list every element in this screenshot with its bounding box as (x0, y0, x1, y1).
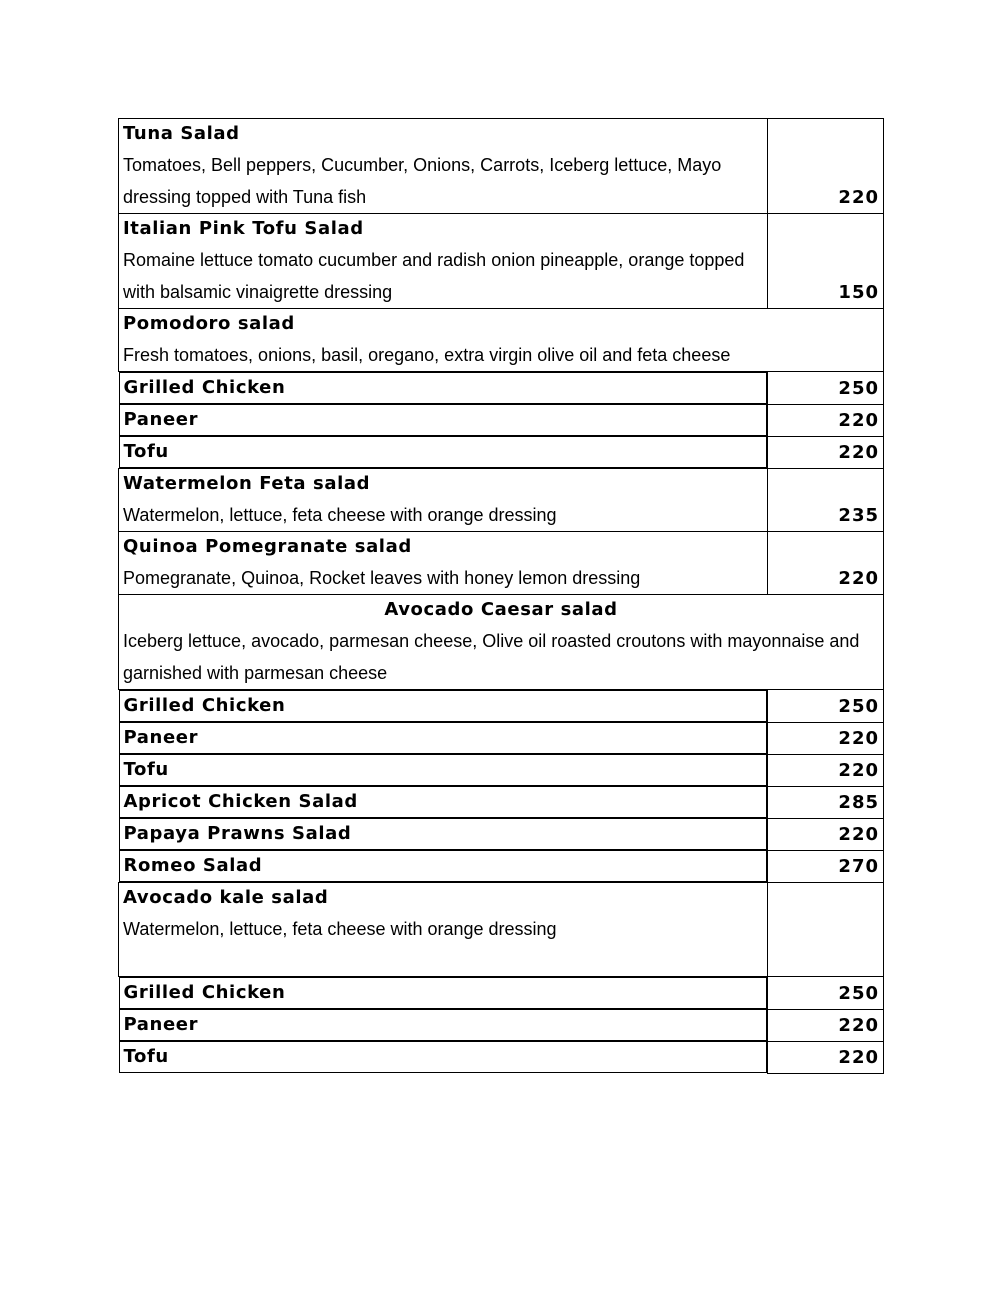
item-details (119, 595, 884, 690)
menu-table (118, 118, 884, 1074)
item-title: Italian Pink Tofu Salad (123, 218, 364, 239)
item-description: Iceberg lettuce, avocado, parmesan cheese, Olive oil roasted croutons with mayonnaise and garnished with parmesan cheese (123, 631, 860, 683)
item-description: Watermelon, lettuce, feta cheese with orange dressing (123, 919, 557, 939)
option-price: 250 (768, 977, 884, 1010)
menu-item-romeo-salad (119, 850, 884, 883)
option-row (119, 754, 884, 786)
item-price: 220 (768, 532, 884, 595)
option-price: 250 (768, 372, 884, 405)
menu-item-tuna-salad (119, 119, 884, 214)
item-description: Pomegranate, Quinoa, Rocket leaves with honey lemon dressing (123, 568, 641, 588)
option-name: Grilled Chicken (119, 977, 768, 1009)
option-name: Paneer (119, 404, 768, 436)
item-title: Quinoa Pomegranate salad (123, 536, 412, 557)
option-price: 220 (768, 722, 884, 754)
option-row (119, 1009, 884, 1041)
item-description: Tomatoes, Bell peppers, Cucumber, Onions, Carrots, Iceberg lettuce, Mayo dressing topped with Tuna fish (123, 155, 722, 207)
option-name: Grilled Chicken (119, 690, 768, 722)
item-details (119, 309, 884, 372)
option-price: 220 (768, 404, 884, 436)
menu-item-quinoa-pomegranate-salad (119, 532, 884, 595)
option-name: Tofu (119, 754, 768, 786)
item-title: Watermelon Feta salad (123, 473, 371, 494)
option-price: 220 (768, 1041, 884, 1073)
menu-item-italian-pink-tofu-salad (119, 214, 884, 309)
item-title: Apricot Chicken Salad (119, 786, 768, 818)
item-details (119, 469, 768, 532)
item-description: Fresh tomatoes, onions, basil, oregano, extra virgin olive oil and feta cheese (123, 345, 731, 365)
item-description: Romaine lettuce tomato cucumber and radish onion pineapple, orange topped with balsamic vinaigrette dressing (123, 250, 745, 302)
item-title: Pomodoro salad (123, 313, 295, 334)
option-row (119, 1041, 884, 1073)
item-title: Avocado Caesar salad (384, 599, 618, 620)
item-title: Romeo Salad (119, 850, 768, 882)
item-price: 235 (768, 469, 884, 532)
option-name: Tofu (119, 1041, 768, 1073)
item-details (119, 119, 768, 214)
option-name: Tofu (119, 436, 768, 468)
menu-item-pomodoro-salad (119, 309, 884, 372)
option-price: 220 (768, 436, 884, 469)
option-name: Paneer (119, 1009, 768, 1041)
option-price: 250 (768, 690, 884, 723)
item-price: 285 (768, 786, 884, 818)
option-row (119, 690, 884, 723)
option-row (119, 404, 884, 436)
option-name: Paneer (119, 722, 768, 754)
item-price: 270 (768, 850, 884, 883)
option-row (119, 436, 884, 469)
menu-item-avocado-caesar-salad (119, 595, 884, 690)
option-row (119, 977, 884, 1010)
menu-item-apricot-chicken-salad (119, 786, 884, 818)
item-title: Tuna Salad (123, 123, 240, 144)
item-title: Avocado kale salad (123, 887, 329, 908)
menu-item-avocado-kale-salad (119, 883, 884, 977)
item-price-empty (768, 883, 884, 977)
option-row (119, 372, 884, 405)
option-price: 220 (768, 1009, 884, 1041)
item-price: 150 (768, 214, 884, 309)
item-details (119, 214, 768, 309)
option-row (119, 722, 884, 754)
item-title: Papaya Prawns Salad (119, 818, 768, 850)
item-description: Watermelon, lettuce, feta cheese with orange dressing (123, 505, 557, 525)
menu-item-papaya-prawns-salad (119, 818, 884, 850)
item-price: 220 (768, 818, 884, 850)
option-price: 220 (768, 754, 884, 786)
item-details (119, 883, 768, 977)
item-details (119, 532, 768, 595)
menu-item-watermelon-feta-salad (119, 469, 884, 532)
option-name: Grilled Chicken (119, 372, 768, 404)
item-price: 220 (768, 119, 884, 214)
